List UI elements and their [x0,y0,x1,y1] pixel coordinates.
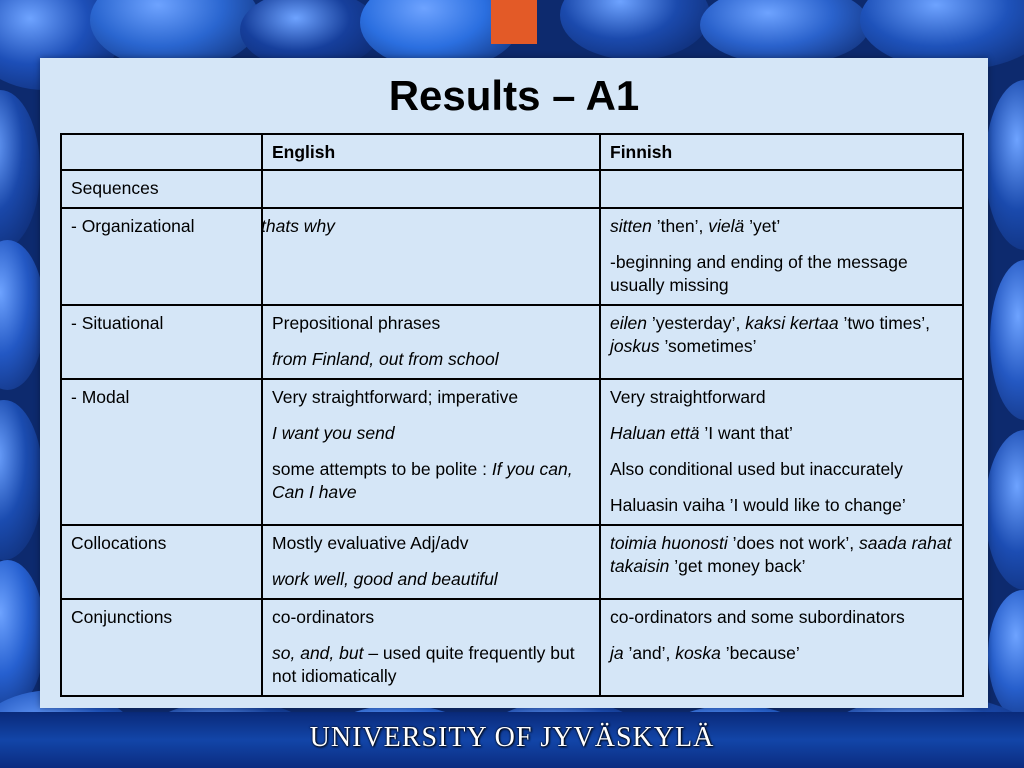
finnish-cell [600,525,963,599]
text: -beginning and ending of the message usually missing [610,252,908,295]
finnish-paragraph [610,494,954,517]
pebble-shape [0,560,45,710]
italic-text: I want you send [272,423,395,443]
finnish-paragraph [610,458,954,481]
italic-text: sitten [610,216,652,236]
text: ’because’ [720,643,800,663]
english-cell [262,170,600,208]
text: Also conditional used but inaccurately [610,459,903,479]
italic-text: thats why [261,216,335,236]
english-paragraph [261,215,591,238]
pebble-shape [990,260,1024,420]
english-paragraph [272,386,591,409]
english-paragraph [272,532,591,555]
text: ’yet’ [744,216,781,236]
text: – used quite frequently but not idiomatically [272,643,575,686]
english-cell [262,305,600,379]
italic-text: from Finland, out from school [272,349,499,369]
text: Prepositional phrases [272,313,441,333]
italic-text: kaksi kertaa [745,313,839,333]
pebble-shape [0,240,45,390]
pebble-shape [560,0,710,60]
row-label: Conjunctions [61,599,262,696]
text: Very straightforward [610,387,766,407]
header-english: English [262,134,600,170]
text: ’I want that’ [699,423,793,443]
text: Mostly evaluative Adj/adv [272,533,469,553]
table-row [61,170,963,208]
text: ’does not work’, [727,533,860,553]
italic-text: koska [675,643,721,663]
italic-text: Haluan että [610,423,700,443]
italic-text: saada rahat takaisin [610,533,952,576]
english-paragraph [272,422,591,445]
italic-text: eilen [610,313,647,333]
finnish-cell [600,379,963,525]
italic-text: so, and, but [272,643,364,663]
finnish-paragraph [610,386,954,409]
finnish-paragraph [610,312,954,358]
finnish-paragraph [610,422,954,445]
english-cell [262,599,600,696]
italic-text: toimia huonosti [610,533,728,553]
text: ’sometimes’ [659,336,757,356]
english-paragraph [272,348,591,371]
row-label: Sequences [61,170,262,208]
pebble-shape [988,590,1024,720]
finnish-cell [600,208,963,305]
slide-panel [40,58,988,708]
finnish-paragraph [610,251,954,297]
pebble-shape [0,400,43,560]
university-logo-text: UNIVERSITY OF JYVÄSKYLÄ [309,722,715,753]
slide-title: Results – A1 [388,72,640,119]
table-row [61,599,963,696]
italic-text: work well, good and beautiful [272,569,498,589]
row-label: - Situational [61,305,262,379]
pebble-shape [700,0,870,65]
text: co-ordinators [272,607,375,627]
text: ’two times’, [838,313,930,333]
english-cell [262,208,600,305]
text: ’get money back’ [669,556,806,576]
english-cell [262,379,600,525]
orange-accent-square [491,0,537,44]
english-cell [262,525,600,599]
text: ’yesterday’, [646,313,746,333]
table-row [61,379,963,525]
header-empty [61,134,262,170]
pebble-shape [0,90,40,250]
table-row [61,208,963,305]
italic-text: If you can, Can I have [272,459,573,502]
pebble-shape [985,430,1024,590]
finnish-paragraph [610,606,954,629]
row-label: - Organizational [61,208,262,305]
finnish-cell [600,170,963,208]
italic-text: joskus [610,336,660,356]
finnish-cell [600,305,963,379]
table-row [61,305,963,379]
finnish-paragraph [610,642,954,665]
finnish-paragraph [610,532,954,578]
english-paragraph [272,312,591,335]
finnish-paragraph [610,215,954,238]
italic-text: vielä [708,216,745,236]
row-label: Collocations [61,525,262,599]
pebble-shape [985,80,1024,250]
english-paragraph [272,606,591,629]
table-header-row [61,134,963,170]
text: co-ordinators and some subordinators [610,607,905,627]
text: ’and’, [623,643,676,663]
text: Haluasin vaiha ’I would like to change’ [610,495,906,515]
results-table [60,133,964,697]
text: some attempts to be polite : [272,459,492,479]
italic-text: ja [610,643,624,663]
finnish-cell [600,599,963,696]
row-label: - Modal [61,379,262,525]
text: ’then’, [651,216,709,236]
table-row [61,525,963,599]
text: Very straightforward; imperative [272,387,519,407]
header-finnish: Finnish [600,134,963,170]
english-paragraph [272,642,591,688]
english-paragraph [272,568,591,591]
english-paragraph [272,458,591,504]
